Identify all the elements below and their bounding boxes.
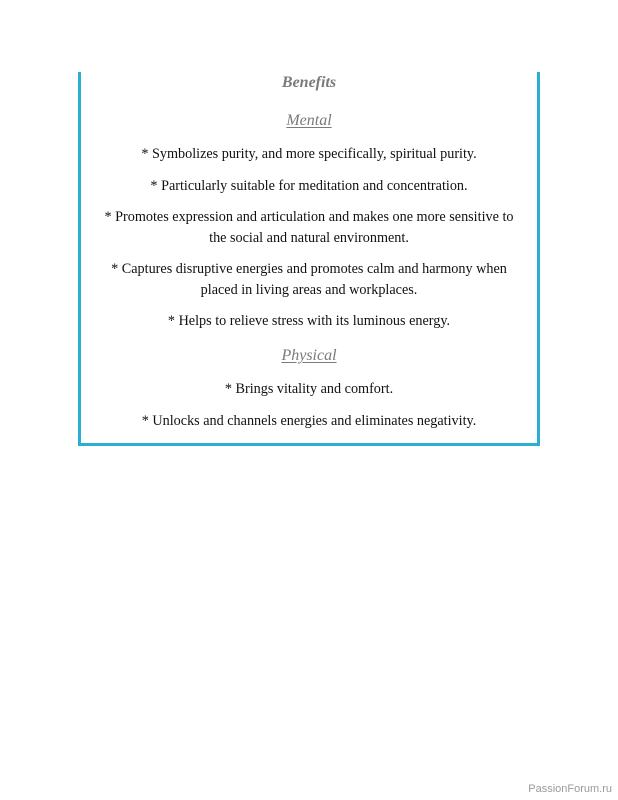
mental-heading: Mental (286, 112, 332, 129)
physical-item: * Unlocks and channels energies and eliminates negativity. (141, 413, 477, 429)
benefits-box (78, 72, 540, 446)
mental-item: * Promotes expression and articulation and makes one more sensitive to the social and natural environment. (104, 209, 514, 246)
mental-item: * Symbolizes purity, and more specifically, spiritual purity. (141, 146, 477, 162)
site-watermark: PassionForum.ru (528, 783, 612, 795)
mental-item: * Captures disruptive energies and promotes calm and harmony when placed in living areas and workplaces. (111, 261, 507, 298)
physical-item: * Brings vitality and comfort. (224, 381, 394, 397)
mental-item: * Particularly suitable for meditation and concentration. (150, 178, 468, 194)
mental-item: * Helps to relieve stress with its luminous energy. (167, 313, 451, 329)
physical-heading: Physical (281, 347, 337, 364)
benefits-title: Benefits (281, 74, 337, 91)
